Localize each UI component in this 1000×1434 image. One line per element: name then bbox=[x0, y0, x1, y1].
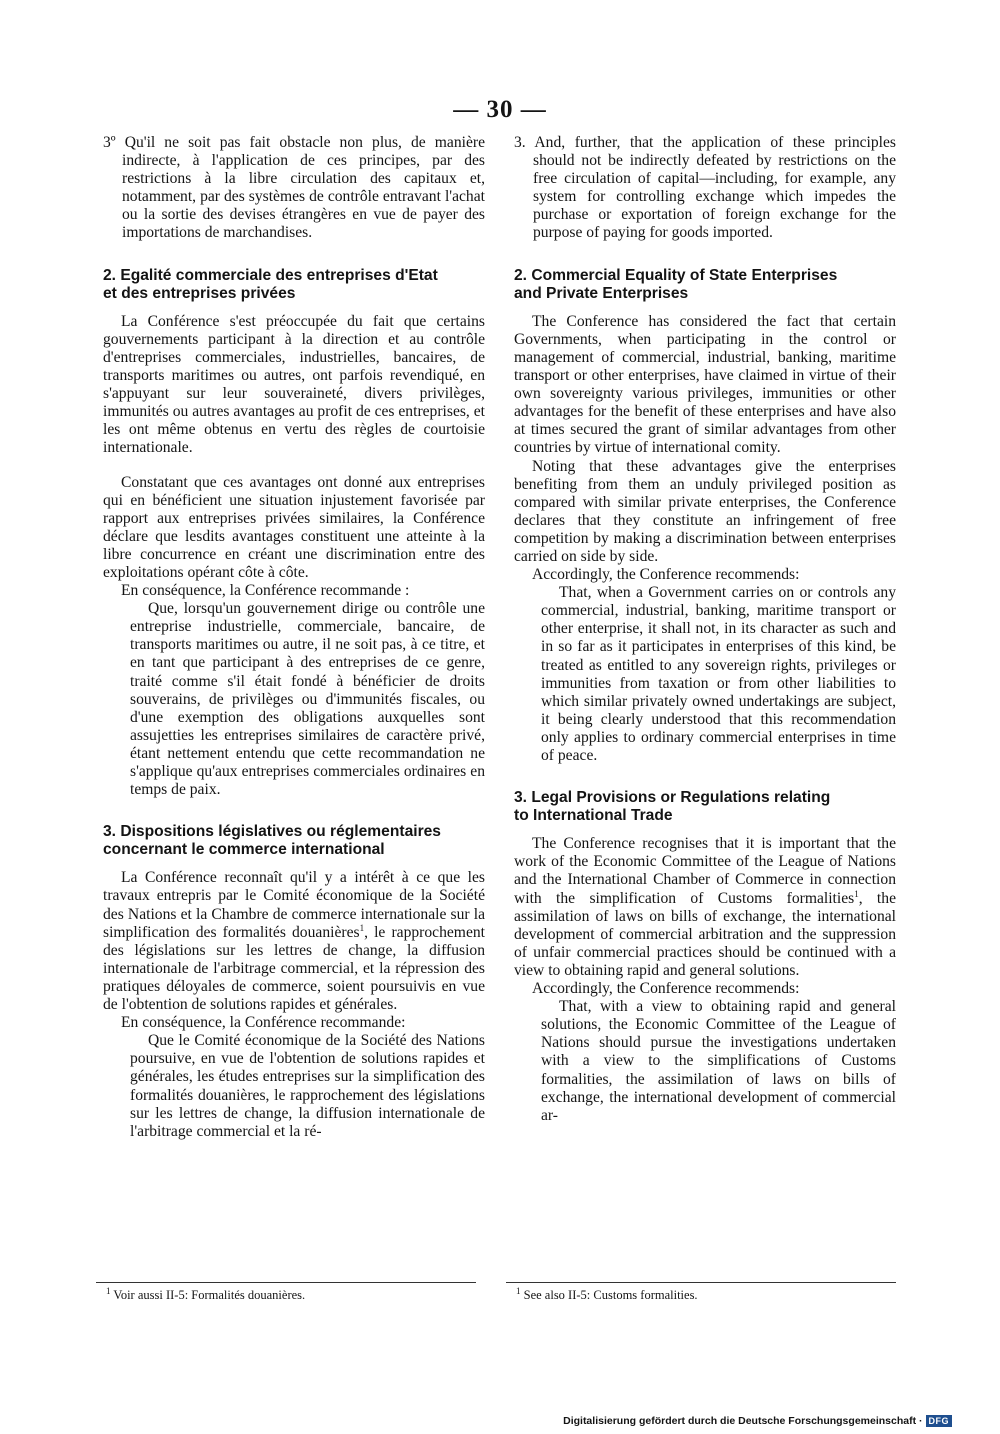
fr-footnote-rule bbox=[96, 1282, 476, 1283]
en-footnote-ref: 1 bbox=[854, 888, 859, 899]
en-section-3-recommends: Accordingly, the Conference recommends: bbox=[532, 980, 800, 998]
en-footnote-rule bbox=[506, 1282, 896, 1283]
french-column bbox=[103, 134, 485, 1141]
fr-section-2-recommendation: Que, lorsqu'un gouvernement dirige ou contrôle une entreprise industrielle, commerciale, bancaire, de transports maritimes ou autre, il ne soit pas, à ce titre, et en tant que participant à des entreprises de ce genre, traité comme s'il était fondé à bénéficier de droits souverains, de privilèges ou d'immunités fiscales, ou d'une exemption des obligations auxquelles sont assujetties les entreprises similaires de caractère privé, étant nettement entendu que cette recommandation ne s'applique qu'aux entreprises commerciales ordinaires en temps de paix. bbox=[130, 600, 485, 799]
en-section-3-heading bbox=[514, 789, 896, 825]
en-section-3-heading-line1: 3. Legal Provisions or Regulations relating bbox=[514, 789, 831, 807]
page-number: — 30 — bbox=[453, 96, 547, 123]
fr-section-2-heading-line1: 2. Egalité commerciale des entreprises d'Etat bbox=[103, 266, 438, 284]
en-section-2-heading bbox=[514, 267, 896, 303]
fr-footnote-ref: 1 bbox=[359, 922, 365, 933]
fr-section-2-paragraph-1: La Conférence s'est préoccupée du fait que certains gouvernements participant à la direction et au contrôle d'entreprises commerciales, industrielles, bancaires, de transports maritimes ou autres, ont parfois revendiqué, en s'appuyant sur leur souveraineté, divers privilèges, immunités ou autres avantages au profit de ces entreprises, et les ont même obtenus en vertu des règles de courtoisie internationale. bbox=[103, 312, 485, 457]
fr-section-3-recommendation: Que le Comité économique de la Société des Nations poursuive, en vue de l'obtention de solutions rapides et générales, les études entreprises sur la simplification des formalités douanières, le rapprochement des législations sur les lettres de change, la diffusion internationale de l'arbitrage commercial et la ré- bbox=[130, 1032, 485, 1140]
en-section-2-paragraph-1: The Conference has considered the fact that certain Governments, when participating in the control or management of commercial, industrial, banking, maritime transport or other enterprises, have claimed in virtue of their own sovereignty various privileges, immunities or other advantages for the benefit of these enterprises and have also at times secured the grant of similar advantages from other countries by virtue of international comity. bbox=[514, 312, 896, 457]
en-section-3-paragraph-1-b: , the assimilation of laws on bills of exchange, the international development of commercial arbitration and the suppression of unfair commercial practices should be continued with a view to obtaining rapid and general solutions. bbox=[514, 889, 896, 979]
en-section-2-recommendation: That, when a Government carries on or controls any commercial, industrial, banking, maritime transport or other enterprise, it shall not, in its character as such and in so far as it participates in enterprises of this kind, be treated as entitled to any sovereign rights, privileges or immunities from taxation or from other liabilities to which similar privately owned undertakings are subject, it being clearly understood that this recommendation only applies to ordinary commercial enterprises in time of peace. bbox=[541, 584, 896, 764]
fr-section-3-paragraph-1-b: , le rapprochement des législations sur les lettres de change, la diffusion internationale de l'arbitrage commercial, et la répression des pratiques déloyales de commerce, soient poursuivis en vue de l'obtention de solutions rapides et générales. bbox=[103, 923, 485, 1014]
en-footnote-text: See also II-5: Customs formalities. bbox=[523, 1288, 698, 1302]
fr-footnote-mark: 1 bbox=[106, 1285, 111, 1296]
en-section-3-heading-line2: to International Trade bbox=[514, 807, 673, 825]
fr-section-3-recommends: En conséquence, la Conférence recommande: bbox=[121, 1014, 406, 1032]
fr-point-3: 3º Qu'il ne soit pas fait obstacle non plus, de manière indirecte, à l'application de ces principes, par des restrictions à la libre circulation des capitaux et, notamment, par des systèmes de contrôle entravant l'achat ou la sortie des devises étrangères en vue de payer des importations de marchandises. bbox=[103, 134, 485, 242]
en-footnote-mark: 1 bbox=[516, 1285, 521, 1296]
dfg-logo-icon: DFG bbox=[926, 1415, 953, 1427]
fr-section-2-heading bbox=[103, 267, 485, 303]
en-section-2-heading-line2: and Private Enterprises bbox=[514, 284, 689, 302]
digitization-credit bbox=[563, 1415, 952, 1427]
en-section-2-paragraph-2: Noting that these advantages give the enterprises benefiting from them an unduly privileged position as compared with similar private enterprises, the Conference declares that they constitute an infringement of free competition by making a discrimination between enterprises carried on side by side. bbox=[514, 457, 896, 565]
en-section-3-paragraph-1 bbox=[514, 835, 896, 980]
en-section-2-heading-line1: 2. Commercial Equality of State Enterprises bbox=[514, 266, 838, 284]
en-section-3-paragraph-1-a: The Conference recognises that it is important that the work of the Economic Committee of the League of Nations and the International Chamber of Commerce in connection with the simplification of Customs formalities bbox=[514, 835, 896, 907]
en-point-3: 3. And, further, that the application of these principles should not be indirectly defeated by restrictions on the free circulation of capital—including, for example, any system for controlling exchange which impedes the purchase or exportation of foreign exchange for the purpose of paying for goods imported. bbox=[514, 134, 896, 242]
fr-section-3-heading-line2: concernant le commerce international bbox=[103, 841, 385, 859]
fr-section-3-paragraph-1 bbox=[103, 869, 485, 1014]
fr-section-3-heading-line1: 3. Dispositions législatives ou réglementaires bbox=[103, 823, 441, 841]
english-column bbox=[514, 134, 896, 1125]
fr-footnote-text: Voir aussi II-5: Formalités douanières. bbox=[113, 1288, 306, 1302]
en-section-3-recommendation: That, with a view to obtaining rapid and general solutions, the Economic Committee of the League of Nations should pursue the investigations undertaken with a view to the simplifications of Customs formalities, the assimilation of laws on bills of exchange, the international development of commercial ar- bbox=[541, 998, 896, 1124]
credit-text: Digitalisierung gefördert durch die Deutsche Forschungsgemeinschaft · bbox=[563, 1415, 923, 1427]
fr-footnote bbox=[106, 1285, 306, 1303]
fr-section-2-paragraph-2: Constatant que ces avantages ont donné aux entreprises qui en bénéficient une situation injustement favorisée par rapport aux entreprises privées similaires, la Conférence déclare que lesdits avantages constituent une atteinte à la libre concurrence en créant une discrimination entre des exploitations opérant côte à côte. bbox=[103, 473, 485, 581]
fr-section-2-heading-line2: et des entreprises privées bbox=[103, 284, 296, 302]
fr-section-2-recommends: En conséquence, la Conférence recommande : bbox=[121, 582, 410, 600]
en-footnote bbox=[516, 1285, 698, 1303]
en-section-2-recommends: Accordingly, the Conference recommends: bbox=[532, 566, 800, 584]
fr-section-3-paragraph-1-a: La Conférence reconnaît qu'il y a intérêt à ce que les travaux entrepris par le Comité économique de la Société des Nations et la Chambre de commerce internationale sur la simplification des formalités douanières bbox=[103, 869, 485, 941]
fr-section-3-heading bbox=[103, 823, 485, 859]
